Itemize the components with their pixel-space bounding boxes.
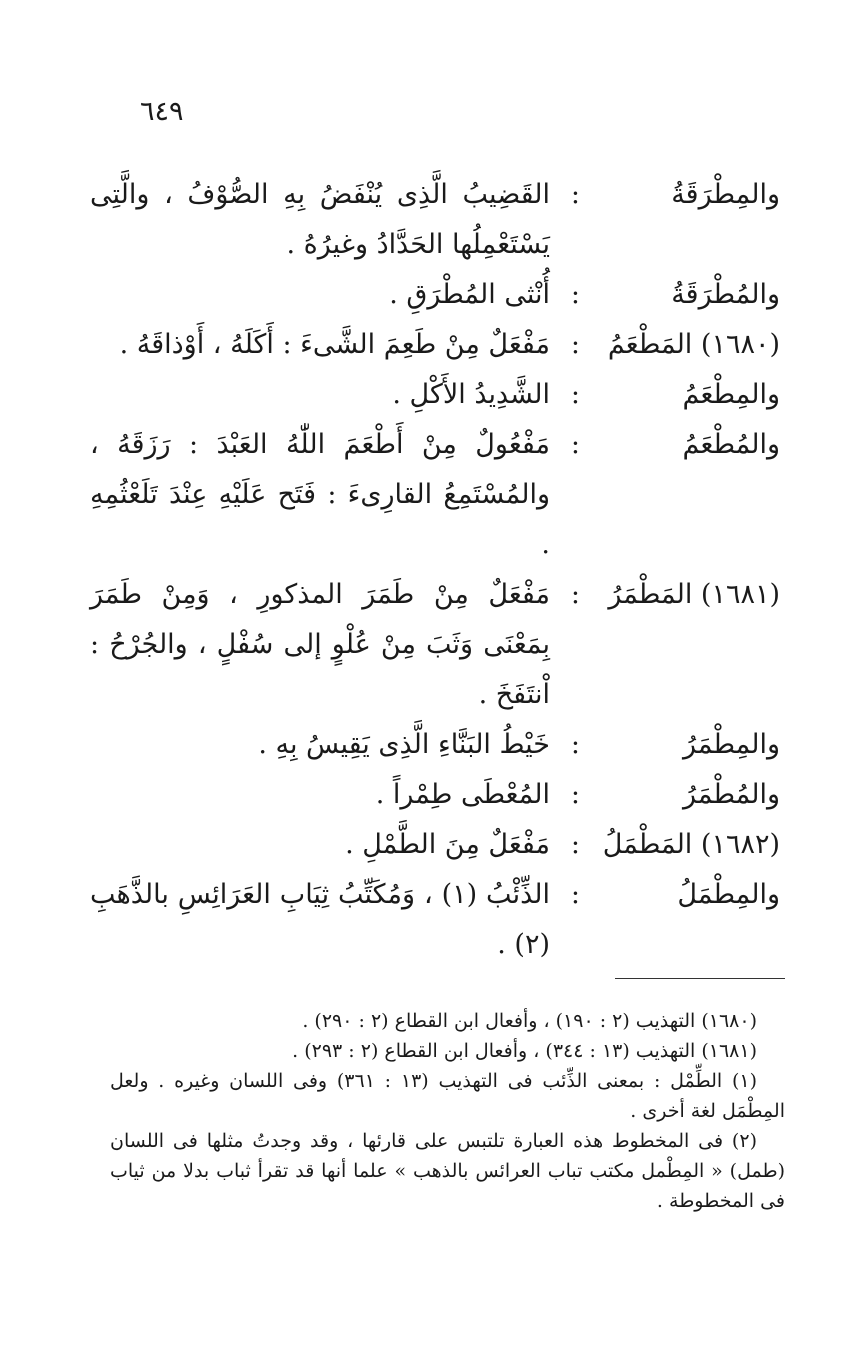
footnote: (١٦٨١) التهذيب (١٣ : ٣٤٤) ، وأفعال ابن القطاع (٢ : ٢٩٣) .	[292, 1040, 757, 1062]
entry-headword: والمِطْرَقَةُ	[671, 179, 780, 210]
entry-colon: :	[570, 329, 580, 360]
entry-definition: خَيْطُ البَنَّاءِ الَّذِى يَقِيسُ بِهِ .	[258, 729, 550, 760]
entry	[90, 770, 790, 820]
entry-headword: والمِطْعَمُ	[682, 379, 780, 410]
entry	[90, 320, 790, 370]
entry	[90, 570, 790, 720]
entry-definition: المُعْطَى طِمْراً .	[375, 779, 550, 810]
entry-definition: الذِّئْبُ (١) ، وَمُكَتِّبُ ثِيَابِ العَرَائِسِ بالذَّهَبِ (٢) .	[90, 879, 550, 960]
entry-definition: القَضِيبُ الَّذِى يُنْفَضُ بِهِ الصُّوْفُ ، والَّتِى يَسْتَعْمِلُها الحَدَّادُ وغيرُهُ .	[90, 179, 550, 260]
footnote: (٢) فى المخطوط هذه العبارة تلتبس على قارئها ، وقد وجدتُ مثلها فى اللسان (طمل) « المِطْمل مكتب تباب العرائس بالذهب » علما أنها قد تقرأ ثباب بدلا من ثياب فى المخطوطة .	[110, 1130, 785, 1212]
entry-headword: والمُطْمَرُ	[682, 779, 780, 810]
entry-definition: مَفْعُولٌ مِنْ أَطْعَمَ اللّٰهُ العَبْدَ : رَزَقَهُ ، والمُسْتَمِعُ القارِىءَ : فَتَح عَلَيْهِ عِنْدَ تَلَعْثُمِهِ .	[90, 429, 550, 560]
entry	[90, 720, 790, 770]
entry-colon: :	[570, 429, 580, 460]
footnote-divider	[615, 978, 785, 979]
entry-colon: :	[570, 729, 580, 760]
entry	[90, 820, 790, 870]
dictionary-entries	[90, 170, 790, 970]
entry-colon: :	[570, 879, 580, 910]
entry-definition: أُنْثى المُطْرَقِ .	[389, 279, 550, 310]
entry-colon: :	[570, 579, 580, 610]
entry	[90, 170, 790, 270]
entry-definition: مَفْعَلٌ مِنْ طَعِمَ الشَّىءَ : أَكَلَهُ ، أَوْذاقَهُ .	[119, 329, 550, 360]
entry-headword: (١٦٨٢) المَطْمَلُ	[602, 829, 780, 860]
entry-headword: (١٦٨٠) المَطْعَمُ	[607, 329, 780, 360]
entry-definition: مَفْعَلٌ مِنْ طَمَرَ المذكورِ ، وَمِنْ طَمَرَ بِمَعْنَى وَثَبَ مِنْ عُلْوٍ إلى سُفْلٍ ، والجُرْحُ : اْنتَفَخَ .	[90, 579, 550, 710]
entry-headword: (١٦٨١) المَطْمَرُ	[608, 579, 780, 610]
entry-colon: :	[570, 179, 580, 210]
entry-colon: :	[570, 779, 580, 810]
entry-definition: مَفْعَلٌ مِنَ الطَّمْلِ .	[345, 829, 550, 860]
entry-colon: :	[570, 379, 580, 410]
footnote: (١٦٨٠) التهذيب (٢ : ١٩٠) ، وأفعال ابن القطاع (٢ : ٢٩٠) .	[302, 1010, 757, 1032]
entry-definition: الشَّدِيدُ الأَكْلِ .	[392, 379, 550, 410]
entry	[90, 270, 790, 320]
entry-headword: والمُطْعَمُ	[682, 429, 780, 460]
entry	[90, 420, 790, 570]
entry-headword: والمُطْرَقَةُ	[671, 279, 780, 310]
entry	[90, 870, 790, 970]
page-number: ٦٤٩	[140, 96, 184, 127]
footnotes	[110, 1006, 785, 1216]
footnote: (١) الطِّمْل : بمعنى الذِّئب فى التهذيب (١٣ : ٣٦١) وفى اللسان وغيره . ولعل المِطْمَل لغة أخرى .	[110, 1070, 785, 1122]
entry-colon: :	[570, 279, 580, 310]
entry-colon: :	[570, 829, 580, 860]
entry	[90, 370, 790, 420]
entry-headword: والمِطْمَرُ	[682, 729, 780, 760]
entry-headword: والمِطْمَلُ	[677, 879, 780, 910]
